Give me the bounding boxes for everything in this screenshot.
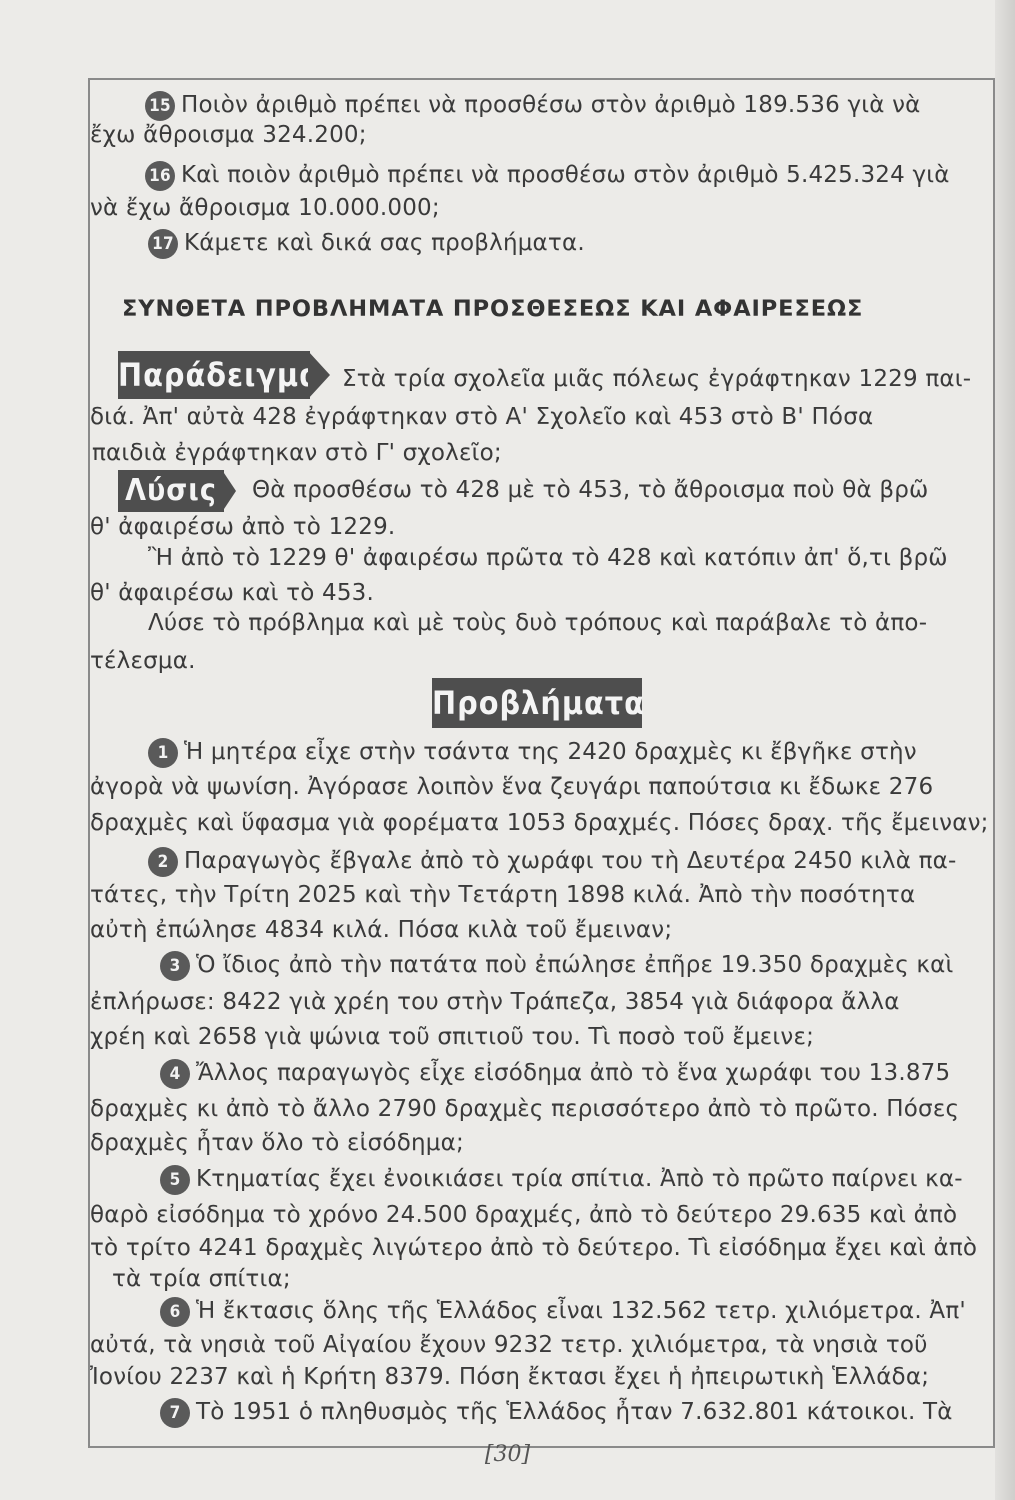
solution-line-3: Ἢ ἀπὸ τὸ 1229 θ' ἀφαιρέσω πρῶτα τὸ 428 καὶ κατόπιν ἀπ' ὅ,τι βρῶ bbox=[148, 545, 948, 571]
problem-6-line-1: 6 Ἡ ἔκτασις ὅλης τῆς Ἑλλάδος εἶναι 132.562 τετρ. χιλιόμετρα. Ἀπ' bbox=[160, 1296, 966, 1327]
problem-4-line-1: 4 Ἄλλος παραγωγὸς εἶχε εἰσόδημα ἀπὸ τὸ ἕνα χωράφι του 13.875 bbox=[160, 1058, 950, 1089]
section-heading: ΣΥΝΘΕΤΑ ΠΡΟΒΛΗΜΑΤΑ ΠΡΟΣΘΕΣΕΩΣ ΚΑΙ ΑΦΑΙΡΕΣΕΩΣ bbox=[122, 296, 864, 322]
intro-problem-17-line-1: 17 Κάμετε καὶ δικά σας προβλήματα. bbox=[148, 228, 585, 259]
problem-1-line-2: ἀγορὰ νὰ ψωνίση. Ἀγόρασε λοιπὸν ἕνα ζευγάρι παπούτσια κι ἔδωκε 276 bbox=[90, 774, 934, 800]
problems-tag: Προβλήματα bbox=[432, 678, 642, 728]
example-tag-arrow-icon bbox=[308, 351, 330, 399]
number-badge-icon: 4 bbox=[160, 1059, 190, 1089]
solution-line-6: τέλεσμα. bbox=[90, 648, 196, 674]
number-badge-icon: 17 bbox=[148, 229, 178, 259]
example-tag: Παράδειγμα bbox=[118, 351, 310, 399]
problem-5-line-4: τὰ τρία σπίτια; bbox=[112, 1266, 291, 1292]
problem-5-line-1: 5 Κτηματίας ἔχει ἐνοικιάσει τρία σπίτια. Ἀπὸ τὸ πρῶτο παίρνει κα- bbox=[160, 1164, 963, 1195]
solution-line-4: θ' ἀφαιρέσω καὶ τὸ 453. bbox=[90, 580, 375, 606]
problem-4-line-3: δραχμὲς ἦταν ὅλο τὸ εἰσόδημα; bbox=[90, 1130, 464, 1156]
number-badge-icon: 2 bbox=[148, 847, 178, 877]
example-line-2: διά. Ἀπ' αὐτὰ 428 ἐγράφτηκαν στὸ Α' Σχολεῖο καὶ 453 στὸ Β' Πόσα bbox=[90, 404, 874, 430]
problem-3-line-2: ἐπλήρωσε: 8422 γιὰ χρέη του στὴν Τράπεζα, 3854 γιὰ διάφορα ἄλλα bbox=[90, 989, 900, 1015]
intro-problem-16-line-2: νὰ ἔχω ἄθροισμα 10.000.000; bbox=[90, 195, 440, 221]
page-number: [30] bbox=[484, 1442, 531, 1467]
problem-6-line-3: Ἰονίου 2237 καὶ ἡ Κρήτη 8379. Πόση ἔκτασι ἔχει ἡ ἠπειρωτικὴ Ἑλλάδα; bbox=[90, 1364, 930, 1390]
problem-1-line-1: 1 Ἡ μητέρα εἶχε στὴν τσάντα της 2420 δραχμὲς κι ἔβγῆκε στὴν bbox=[148, 737, 917, 768]
problem-1-line-3: δραχμὲς καὶ ὕφασμα γιὰ φορέματα 1053 δραχμές. Πόσες δραχ. τῆς ἔμειναν; bbox=[90, 810, 989, 836]
intro-problem-16-line-1: 16 Καὶ ποιὸν ἀριθμὸ πρέπει νὰ προσθέσω στὸν ἀριθμὸ 5.425.324 γιὰ bbox=[145, 160, 950, 191]
example-line-1: Στὰ τρία σχολεῖα μιᾶς πόλεως ἐγράφτηκαν 1229 παι- bbox=[342, 366, 972, 392]
solution-tag-arrow-icon bbox=[222, 470, 236, 512]
solution-line-1: Θὰ προσθέσω τὸ 428 μὲ τὸ 453, τὸ ἄθροισμα ποὺ θὰ βρῶ bbox=[252, 477, 929, 503]
intro-problem-15-line-1: 15 Ποιὸν ἀριθμὸ πρέπει νὰ προσθέσω στὸν ἀριθμὸ 189.536 γιὰ νὰ bbox=[145, 90, 921, 121]
number-badge-icon: 16 bbox=[145, 161, 175, 191]
intro-problem-15-line-2: ἔχω ἄθροισμα 324.200; bbox=[90, 122, 367, 148]
example-line-3: παιδιὰ ἐγράφτηκαν στὸ Γ' σχολεῖο; bbox=[92, 440, 502, 466]
number-badge-icon: 3 bbox=[160, 951, 190, 981]
problem-4-line-2: δραχμὲς κι ἀπὸ τὸ ἄλλο 2790 δραχμὲς περισσότερο ἀπὸ τὸ πρῶτο. Πόσες bbox=[90, 1096, 960, 1122]
solution-line-2: θ' ἀφαιρέσω ἀπὸ τὸ 1229. bbox=[90, 514, 396, 540]
solution-tag: Λύσις bbox=[118, 470, 224, 512]
problem-3-line-3: χρέη καὶ 2658 γιὰ ψώνια τοῦ σπιτιοῦ του. Τὶ ποσὸ τοῦ ἔμεινε; bbox=[90, 1024, 815, 1050]
number-badge-icon: 5 bbox=[160, 1165, 190, 1195]
number-badge-icon: 7 bbox=[160, 1398, 190, 1428]
problem-2-line-3: αὐτὴ ἐπώλησε 4834 κιλά. Πόσα κιλὰ τοῦ ἔμειναν; bbox=[90, 917, 673, 943]
problem-7-line-1: 7 Τὸ 1951 ὁ πληθυσμὸς τῆς Ἑλλάδος ἦταν 7.632.801 κάτοικοι. Τὰ bbox=[160, 1397, 953, 1428]
problem-2-line-2: τάτες, τὴν Τρίτη 2025 καὶ τὴν Τετάρτη 1898 κιλά. Ἀπὸ τὴν ποσότητα bbox=[90, 882, 916, 908]
problem-5-line-3: τὸ τρίτο 4241 δραχμὲς λιγώτερο ἀπὸ τὸ δεύτερο. Τὶ εἰσόδημα ἔχει καὶ ἀπὸ bbox=[90, 1235, 978, 1261]
problem-2-line-1: 2 Παραγωγὸς ἔβγαλε ἀπὸ τὸ χωράφι του τὴ Δευτέρα 2450 κιλὰ πα- bbox=[148, 846, 956, 877]
page-edge-shadow bbox=[995, 0, 1015, 1500]
problem-6-line-2: αὐτά, τὰ νησιὰ τοῦ Αἰγαίου ἔχουν 9232 τετρ. χιλιόμετρα, τὰ νησιὰ τοῦ bbox=[90, 1332, 928, 1358]
number-badge-icon: 1 bbox=[148, 738, 178, 768]
problem-3-line-1: 3 Ὁ ἴδιος ἀπὸ τὴν πατάτα ποὺ ἐπώλησε ἐπῆρε 19.350 δραχμὲς καὶ bbox=[160, 950, 954, 981]
solution-line-5: Λύσε τὸ πρόβλημα καὶ μὲ τοὺς δυὸ τρόπους καὶ παράβαλε τὸ ἀπο- bbox=[148, 610, 928, 636]
number-badge-icon: 15 bbox=[145, 91, 175, 121]
number-badge-icon: 6 bbox=[160, 1297, 190, 1327]
problem-5-line-2: θαρὸ εἰσόδημα τὸ χρόνο 24.500 δραχμές, ἀπὸ τὸ δεύτερο 29.635 καὶ ἀπὸ bbox=[90, 1202, 958, 1228]
